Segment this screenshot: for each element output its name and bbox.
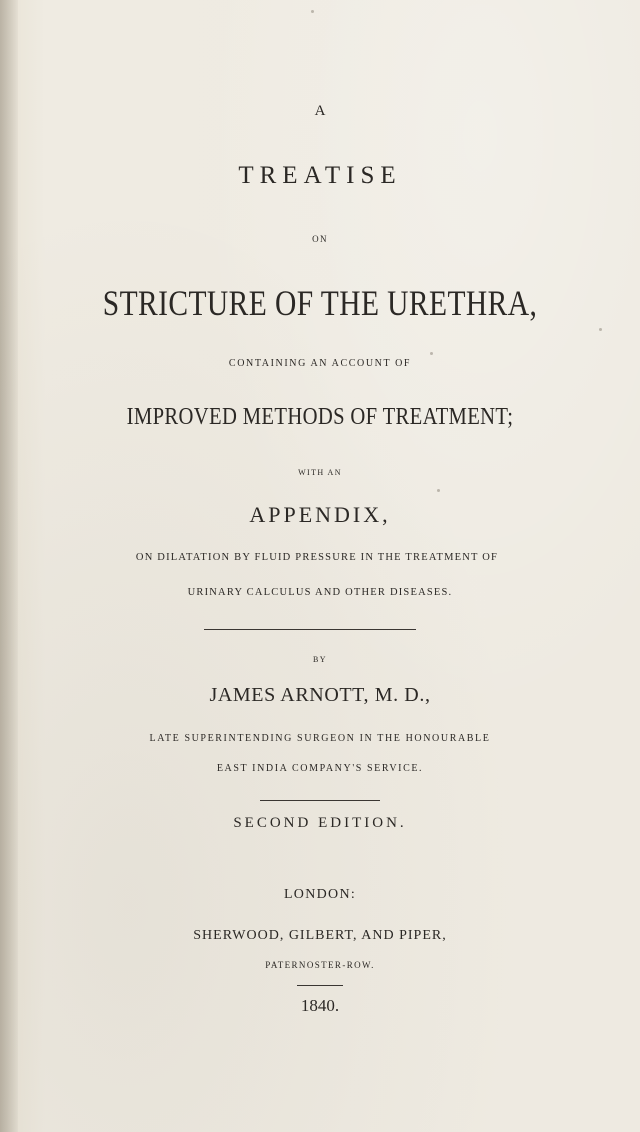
main-title: STRICTURE OF THE URETHRA, bbox=[102, 283, 538, 323]
title-article: A bbox=[314, 103, 326, 119]
imprint-city: LONDON: bbox=[283, 887, 357, 902]
subtitle-methods: IMPROVED METHODS OF TREATMENT; bbox=[126, 404, 514, 430]
paper-speck bbox=[311, 10, 314, 13]
section-divider bbox=[204, 629, 416, 630]
with-an-text: WITH AN bbox=[298, 468, 342, 477]
year-divider bbox=[297, 985, 343, 986]
edition-text: SECOND EDITION. bbox=[233, 815, 407, 831]
author-name: JAMES ARNOTT, M. D., bbox=[209, 684, 431, 706]
title-on: ON bbox=[312, 234, 328, 244]
appendix-heading: APPENDIX, bbox=[249, 502, 391, 527]
imprint-publisher: SHERWOOD, GILBERT, AND PIPER, bbox=[193, 928, 447, 943]
edition-divider bbox=[260, 800, 380, 801]
subtitle-containing: CONTAINING AN ACCOUNT OF bbox=[228, 358, 412, 369]
appendix-description-line-1: ON DILATATION BY FLUID PRESSURE IN THE TREATMENT OF bbox=[135, 552, 499, 563]
imprint-street: PATERNOSTER-ROW. bbox=[265, 960, 375, 970]
paper-speck bbox=[437, 489, 440, 492]
title-treatise: TREATISE bbox=[238, 162, 402, 189]
by-text: BY bbox=[313, 655, 327, 664]
publication-year: 1840. bbox=[300, 996, 340, 1015]
paper-speck bbox=[430, 352, 433, 355]
appendix-description-line-2: URINARY CALCULUS AND OTHER DISEASES. bbox=[187, 587, 453, 598]
author-credentials-line-1: LATE SUPERINTENDING SURGEON IN THE HONOURABLE bbox=[149, 733, 491, 744]
author-credentials-line-2: EAST INDIA COMPANY'S SERVICE. bbox=[216, 763, 424, 774]
paper-speck bbox=[599, 328, 602, 331]
